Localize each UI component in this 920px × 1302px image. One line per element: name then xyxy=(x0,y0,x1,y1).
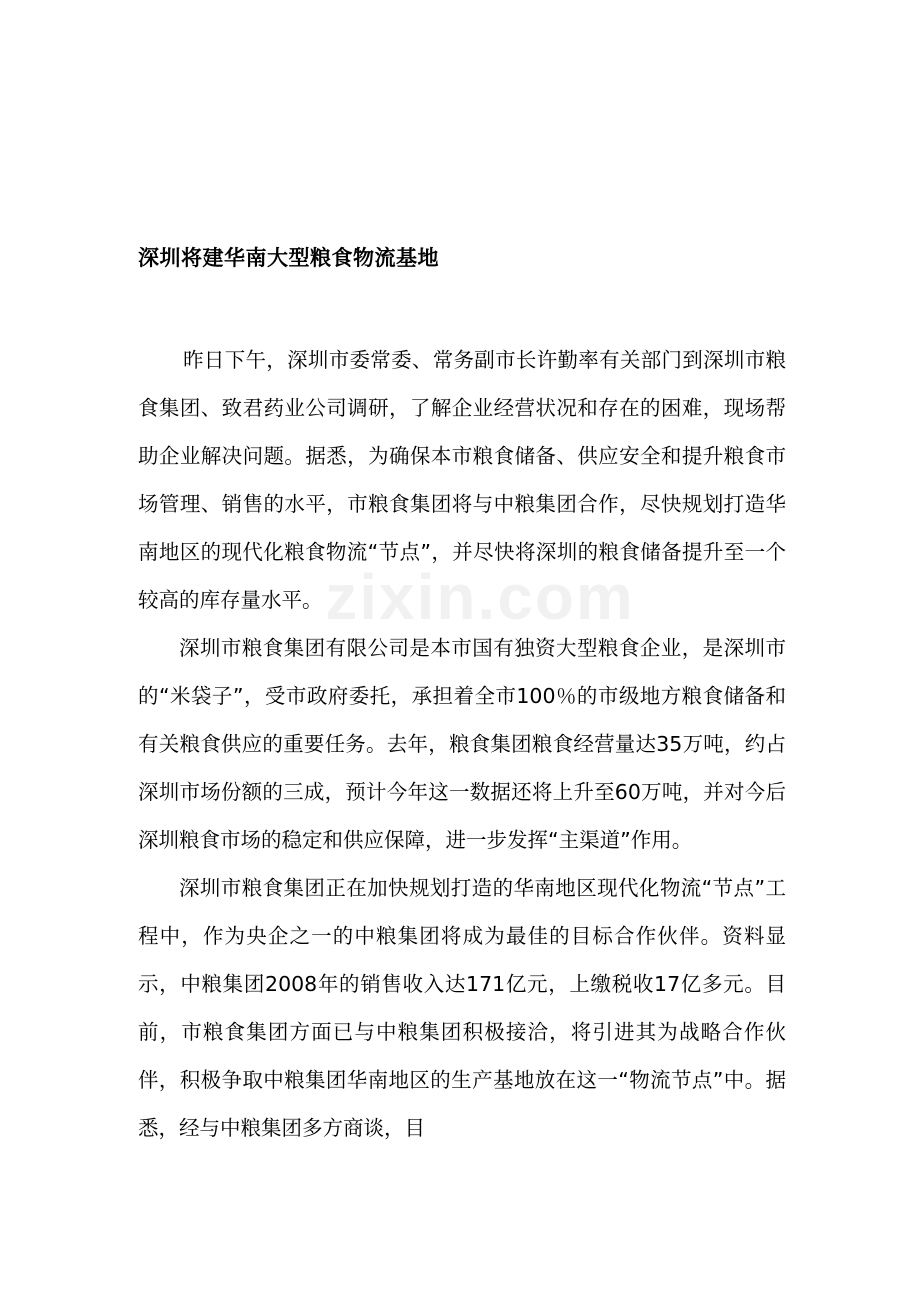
document-title: 深圳将建华南大型粮食物流基地 xyxy=(138,246,439,270)
paragraph-1: 昨日下午，深圳市委常委、常务副市长许勤率有关部门到深圳市粮食集团、致君药业公司调研，了解企业经营状况和存在的困难，现场帮助企业解决问题。据悉，为确保本市粮食储备、供应安全和提升粮食市场管理、销售的水平，市粮食集团将与中粮集团合作，尽快规划打造华南地区的现代化粮食物流“节点”，并尽快将深圳的粮食储备提升至一个较高的库存量水平。 xyxy=(138,348,786,612)
paragraph-2: 深圳市粮食集团有限公司是本市国有独资大型粮食企业，是深圳市的“米袋子”，受市政府委托，承担着全市100％的市级地方粮食储备和有关粮食供应的重要任务。去年，粮食集团粮食经营量达35万吨，约占深圳市场份额的三成，预计今年这一数据还将上升至60万吨，并对今后深圳粮食市场的稳定和供应保障，进一步发挥“主渠道”作用。 xyxy=(138,636,786,852)
document-body xyxy=(138,236,786,1152)
paragraph-3: 深圳市粮食集团正在加快规划打造的华南地区现代化物流“节点”工程中，作为央企之一的中粮集团将成为最佳的目标合作伙伴。资料显示，中粮集团2008年的销售收入达171亿元，上缴税收17亿多元。目前，市粮食集团方面已与中粮集团积极接洽，将引进其为战略合作伙伴，积极争取中粮集团华南地区的生产基地放在这一“物流节点”中。据悉，经与中粮集团多方商谈，目 xyxy=(138,876,786,1140)
watermark-text: zixin.com xyxy=(325,561,635,633)
